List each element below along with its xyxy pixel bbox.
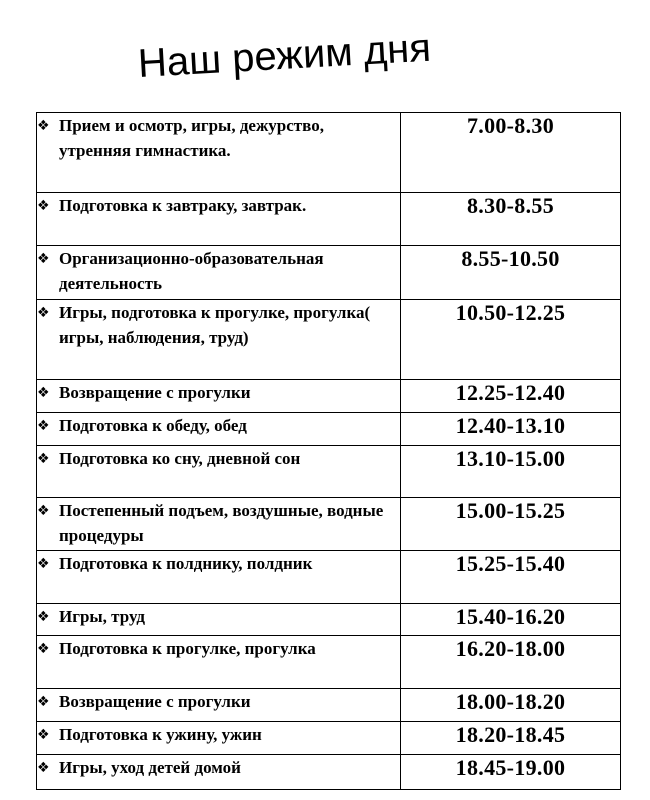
activity-cell (37, 604, 401, 636)
bullet-icon: ❖ (37, 760, 50, 776)
activity-cell (37, 246, 401, 300)
bullet-icon: ❖ (37, 418, 50, 434)
activity-text: Возвращение с прогулки (59, 383, 251, 402)
time-cell: 15.25-15.40 (401, 551, 621, 604)
time-cell: 15.40-16.20 (401, 604, 621, 636)
time-cell: 12.25-12.40 (401, 380, 621, 413)
activity-cell (37, 551, 401, 604)
table-row (37, 551, 621, 604)
activity-cell (37, 446, 401, 498)
activity-cell (37, 300, 401, 380)
bullet-icon: ❖ (37, 609, 50, 625)
time-cell: 16.20-18.00 (401, 636, 621, 689)
bullet-icon: ❖ (37, 451, 50, 467)
activity-text: Игры, уход детей домой (59, 758, 241, 777)
activity-text: Подготовка ко сну, дневной сон (59, 449, 301, 468)
table-row (37, 722, 621, 755)
activity-text: Организационно-образовательная деятельность (59, 249, 324, 293)
activity-cell (37, 380, 401, 413)
table-row (37, 636, 621, 689)
bullet-icon: ❖ (37, 251, 50, 267)
bullet-icon: ❖ (37, 198, 50, 214)
activity-text: Подготовка к завтраку, завтрак. (59, 196, 307, 215)
bullet-icon: ❖ (37, 385, 50, 401)
table-row (37, 300, 621, 380)
table-row (37, 246, 621, 300)
activity-text: Возвращение с прогулки (59, 692, 251, 711)
bullet-icon: ❖ (37, 118, 50, 134)
activity-cell (37, 755, 401, 790)
bullet-icon: ❖ (37, 727, 50, 743)
table-row (37, 604, 621, 636)
activity-text: Игры, труд (59, 607, 145, 626)
schedule-table (36, 112, 621, 790)
table-row (37, 113, 621, 193)
activity-text: Постепенный подъем, воздушные, водные процедуры (59, 501, 384, 545)
activity-text: Игры, подготовка к прогулке, прогулка( игры, наблюдения, труд) (59, 303, 371, 347)
bullet-icon: ❖ (37, 556, 50, 572)
time-cell: 10.50-12.25 (401, 300, 621, 380)
table-row (37, 446, 621, 498)
table-row (37, 413, 621, 446)
time-cell: 18.00-18.20 (401, 689, 621, 722)
table-row (37, 755, 621, 790)
page-title: Наш режим дня (136, 25, 432, 86)
bullet-icon: ❖ (37, 503, 50, 519)
activity-text: Прием и осмотр, игры, дежурство, утренняя гимнастика. (59, 116, 324, 160)
activity-text: Подготовка к полднику, полдник (59, 554, 313, 573)
time-cell: 15.00-15.25 (401, 498, 621, 551)
time-cell: 7.00-8.30 (401, 113, 621, 193)
bullet-icon: ❖ (37, 694, 50, 710)
activity-text: Подготовка к ужину, ужин (59, 725, 262, 744)
activity-text: Подготовка к прогулке, прогулка (59, 639, 316, 658)
time-cell: 18.20-18.45 (401, 722, 621, 755)
time-cell: 18.45-19.00 (401, 755, 621, 790)
activity-cell (37, 636, 401, 689)
activity-cell (37, 689, 401, 722)
time-cell: 13.10-15.00 (401, 446, 621, 498)
table-row (37, 498, 621, 551)
activity-cell (37, 193, 401, 246)
activity-cell (37, 498, 401, 551)
bullet-icon: ❖ (37, 641, 50, 657)
table-row (37, 380, 621, 413)
activity-cell (37, 113, 401, 193)
time-cell: 8.30-8.55 (401, 193, 621, 246)
activity-cell (37, 722, 401, 755)
schedule-body (37, 113, 621, 790)
activity-text: Подготовка к обеду, обед (59, 416, 247, 435)
table-row (37, 193, 621, 246)
table-row (37, 689, 621, 722)
bullet-icon: ❖ (37, 305, 50, 321)
time-cell: 8.55-10.50 (401, 246, 621, 300)
time-cell: 12.40-13.10 (401, 413, 621, 446)
activity-cell (37, 413, 401, 446)
